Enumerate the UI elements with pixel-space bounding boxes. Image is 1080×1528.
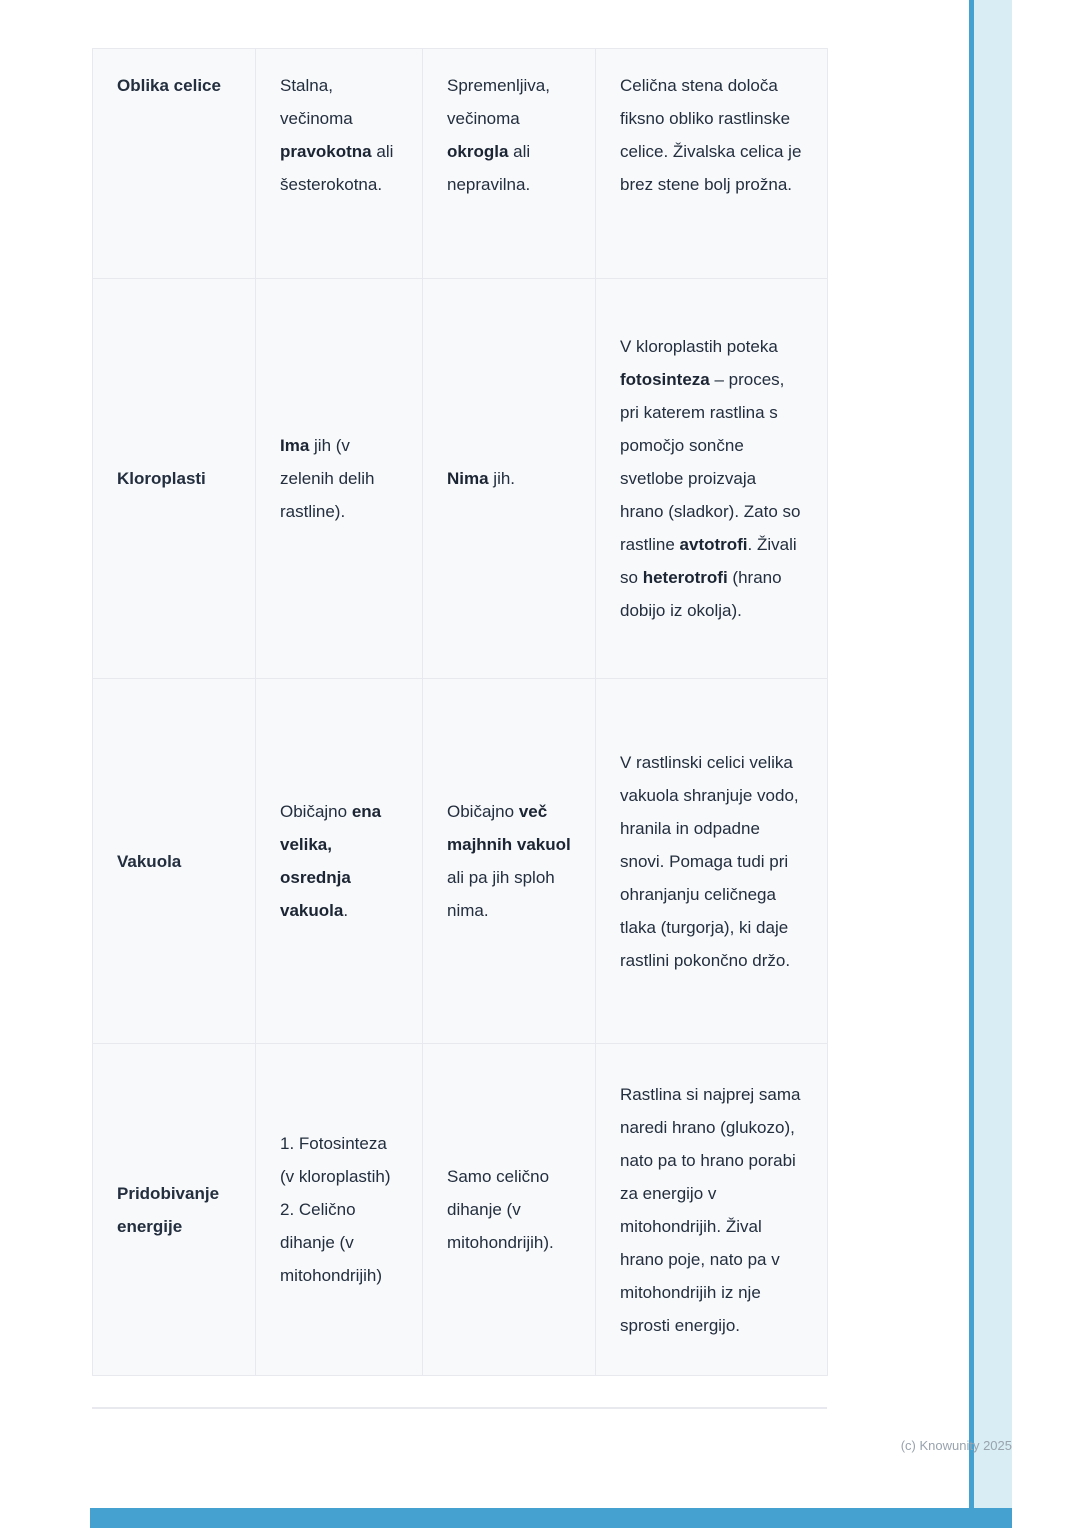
animal-cell-value: Običajno več majhnih vakuol ali pa jih sploh nima. [423, 679, 596, 1044]
table-row-kloroplasti [93, 279, 828, 679]
row-header-label: Kloroplasti [117, 469, 206, 488]
animal-cell-value: Nima jih. [423, 279, 596, 679]
footer-credit: (c) Knowunity 2025 [900, 1438, 1012, 1453]
cell-comparison-table [92, 48, 828, 1376]
plant-cell-value: 1. Fotosinteza (v kloroplastih) 2. Celično dihanje (v mitohondrijih) [256, 1044, 423, 1376]
plant-cell-value: Stalna, večinoma pravokotna ali šesterokotna. [256, 49, 423, 279]
row-header [93, 679, 256, 1044]
animal-cell-value: Spremenljiva, večinoma okrogla ali nepravilna. [423, 49, 596, 279]
plant-cell-value: Ima jih (v zelenih delih rastline). [256, 279, 423, 679]
row-header-label: Pridobivanje energije [117, 1183, 220, 1236]
explanation-cell: V rastlinski celici velika vakuola shranjuje vodo, hranila in odpadne snovi. Pomaga tudi pri ohranjanju celičnega tlaka (turgorja), ki daje rastlini pokončno držo. [596, 679, 828, 1044]
bottom-accent-bar [90, 1508, 1012, 1528]
table-row-oblika-celice [93, 49, 828, 279]
explanation-cell: Celična stena določa fiksno obliko rastlinske celice. Živalska celica je brez stene bolj prožna. [596, 49, 828, 279]
row-header [93, 49, 256, 279]
row-header [93, 279, 256, 679]
row-header [93, 1044, 256, 1376]
right-accent-stripe [974, 0, 1012, 1528]
explanation-cell: V kloroplastih poteka fotosinteza – proces, pri katerem rastlina s pomočjo sončne svetlobe proizvaja hrano (sladkor). Zato so rastline avtotrofi. Živali so heterotrofi (hrano dobijo iz okolja). [596, 279, 828, 679]
horizontal-divider [92, 1407, 827, 1409]
table-row-pridobivanje-energije [93, 1044, 828, 1376]
row-header-label: Vakuola [117, 851, 182, 871]
plant-cell-value: Običajno ena velika, osrednja vakuola. [256, 679, 423, 1044]
explanation-cell: Rastlina si najprej sama naredi hrano (glukozo), nato pa to hrano porabi za energijo v mitohondrijih. Žival hrano poje, nato pa v mitohondrijih iz nje sprosti energijo. [596, 1044, 828, 1376]
table-row-vakuola [93, 679, 828, 1044]
row-header-label: Oblika celice [117, 76, 221, 95]
animal-cell-value: Samo celično dihanje (v mitohondrijih). [423, 1044, 596, 1376]
